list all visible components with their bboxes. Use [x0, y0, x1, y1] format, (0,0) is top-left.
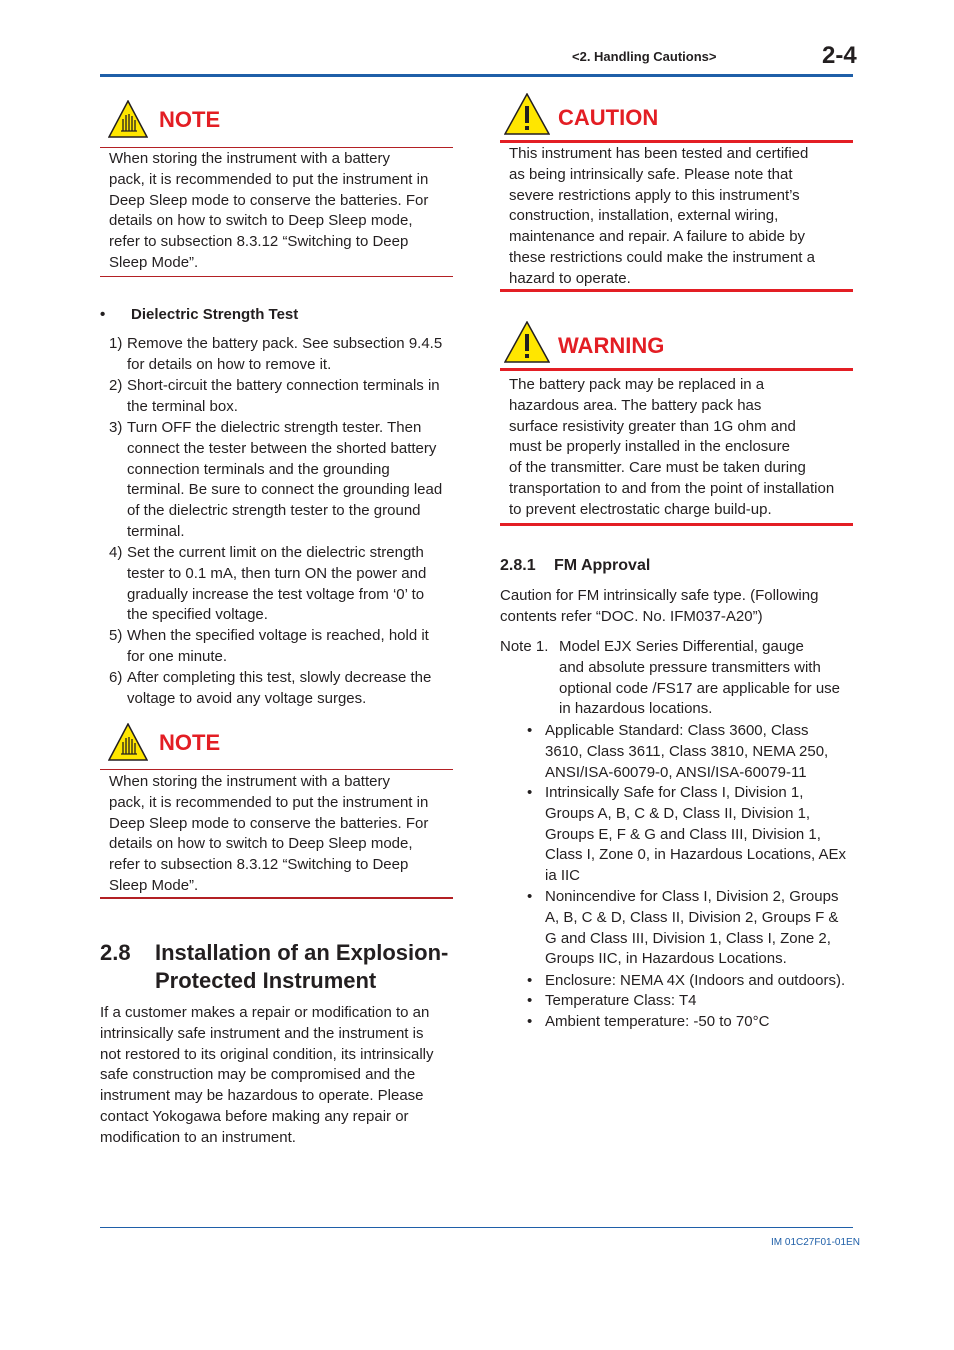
exclamation-triangle-icon — [504, 321, 550, 363]
hand-warning-icon — [108, 100, 148, 138]
list-bullet: • — [527, 784, 533, 801]
list-bullet: • — [527, 992, 533, 1009]
warning-title: WARNING — [558, 333, 665, 358]
caution-body: This instrument has been tested and certified as being intrinsically safe. Please note that severe restrictions apply to this instrument’s construction, installation, external wiring, maintenance and repair. A failure to abide by these restrictions could make the instrument a hazard to operate. — [509, 145, 815, 287]
step-number: 5) — [109, 627, 123, 644]
warning-top-rule — [500, 368, 853, 371]
step-text: Turn OFF the dielectric strength tester. Then connect the tester between the shorted battery connection terminals and the grounding terminal. Be sure to connect the grounding lead of the dielectric strength tester to the ground terminal. — [127, 419, 443, 540]
note-bottom-rule — [100, 276, 453, 277]
section-number: 2.8 — [100, 940, 131, 965]
subsection-intro: Caution for FM intrinsically safe type. (Following contents refer “DOC. No. IFM037-A20”) — [500, 587, 819, 625]
list-bullet: • — [527, 722, 533, 739]
running-header-section: <2. Handling Cautions> — [572, 49, 717, 64]
step-text: Set the current limit on the dielectric strength tester to 0.1 mA, then turn ON the power and gradually increase the test voltage from ‘0’ to the specified voltage. — [127, 544, 427, 624]
note-bottom-rule — [100, 897, 453, 899]
list-item: Nonincendive for Class I, Division 2, Groups A, B, C & D, Class II, Division 2, Groups F & G and Class III, Division 1, Class I, Zone 2, Groups IIC, in Hazardous Locations. — [545, 888, 839, 968]
list-item: Ambient temperature: -50 to 70°C — [545, 1013, 770, 1030]
hand-warning-icon — [108, 723, 148, 761]
step-text: After completing this test, slowly decrease the voltage to avoid any voltage surges. — [127, 669, 432, 707]
note-top-rule — [100, 769, 453, 770]
note-body: When storing the instrument with a battery pack, it is recommended to put the instrument in Deep Sleep mode to conserve the batteries. For details on how to switch to Deep Sleep mode, refer to subsection 8.3.12 “Switching to Deep Sleep Mode”. — [109, 773, 429, 894]
note-body: When storing the instrument with a battery pack, it is recommended to put the instrument in Deep Sleep mode to conserve the batteries. For details on how to switch to Deep Sleep mode, refer to subsection 8.3.12 “Switching to Deep Sleep Mode”. — [109, 150, 429, 271]
list-item: Intrinsically Safe for Class I, Division 1, Groups A, B, C & D, Class II, Division 1, Groups E, F & G and Class III, Division 1, Class I, Zone 0, in Hazardous Locations, AEx ia IIC — [545, 784, 846, 885]
step-number: 2) — [109, 377, 123, 394]
list-item: Temperature Class: T4 — [545, 992, 697, 1009]
note-text: Model EJX Series Differential, gauge and absolute pressure transmitters with optional code /FS17 are applicable for use in hazardous locations. — [559, 638, 841, 718]
note-title: NOTE — [159, 107, 221, 132]
step-number: 4) — [109, 544, 123, 561]
list-item: Enclosure: NEMA 4X (Indoors and outdoors). — [545, 972, 846, 989]
section-paragraph: If a customer makes a repair or modification to an intrinsically safe instrument and the instrument is not restored to its original condition, its intrinsically safe construction may be compromised and the instrument may be hazardous to operate. Please contact Yokogawa before making any repair or modification to an instrument. — [100, 1004, 434, 1146]
note-label: Note 1. — [500, 638, 549, 655]
list-bullet: • — [100, 306, 106, 323]
list-item: Applicable Standard: Class 3600, Class 3610, Class 3611, Class 3810, NEMA 250, ANSI/ISA-60079-0, ANSI/ISA-60079-11 — [545, 722, 829, 781]
list-bullet: • — [527, 972, 533, 989]
step-number: 1) — [109, 335, 123, 352]
subsection-title: FM Approval — [554, 557, 651, 574]
warning-bottom-rule — [500, 523, 853, 526]
step-text: Short-circuit the battery connection terminals in the terminal box. — [127, 377, 440, 415]
caution-bottom-rule — [500, 289, 853, 292]
list-bullet: • — [527, 1013, 533, 1030]
page-number: 2-4 — [822, 42, 857, 69]
exclamation-triangle-icon — [504, 93, 550, 135]
step-text: When the specified voltage is reached, hold it for one minute. — [127, 627, 429, 665]
section-title: Installation of an Explosion- Protected Instrument — [155, 940, 449, 993]
step-text: Remove the battery pack. See subsection 9.4.5 for details on how to remove it. — [127, 335, 443, 373]
step-number: 3) — [109, 419, 123, 436]
header-rule — [100, 74, 853, 77]
note-title: NOTE — [159, 730, 221, 755]
dielectric-heading: Dielectric Strength Test — [131, 306, 299, 323]
footer-rule — [100, 1227, 853, 1228]
warning-body: The battery pack may be replaced in a hazardous area. The battery pack has surface resistivity greater than 1G ohm and must be properly installed in the enclosure of the transmitter. Care must be taken during transportation to and from the point of installation to prevent electrostatic charge build-up. — [509, 376, 835, 518]
note-top-rule — [100, 147, 453, 148]
subsection-number: 2.8.1 — [500, 557, 536, 574]
caution-top-rule — [500, 140, 853, 143]
caution-title: CAUTION — [558, 105, 659, 130]
list-bullet: • — [527, 888, 533, 905]
step-number: 6) — [109, 669, 123, 686]
document-code: IM 01C27F01-01EN — [771, 1237, 860, 1248]
